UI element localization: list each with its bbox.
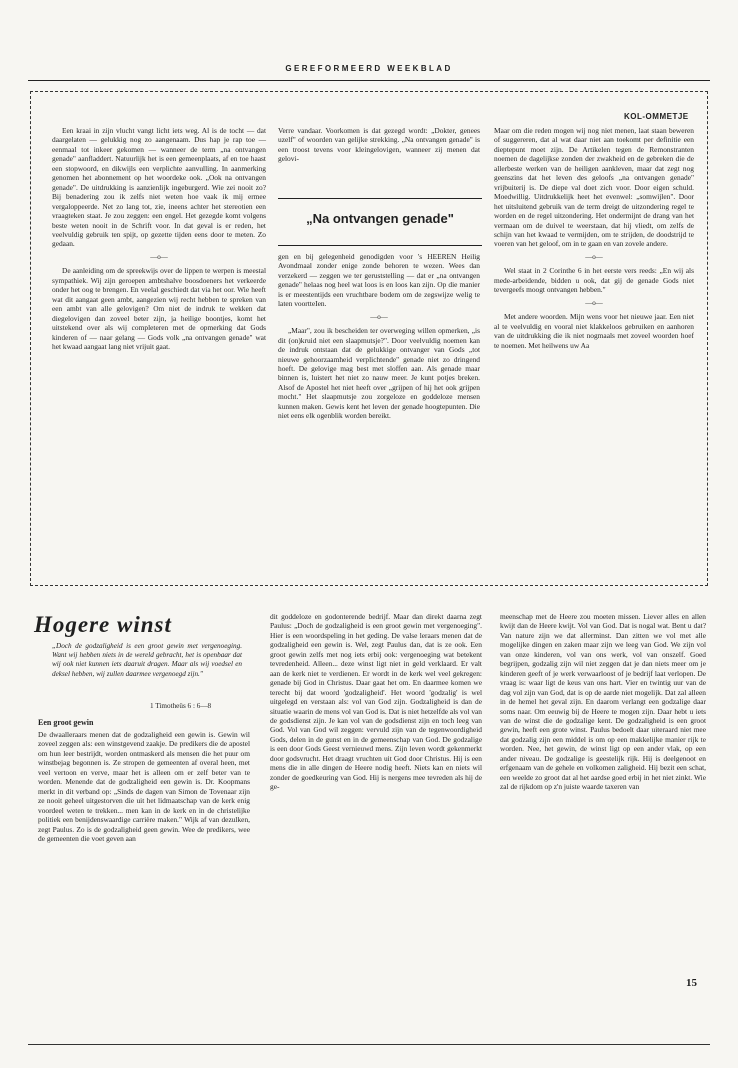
paragraph: gen en bij gelegenheid genodigden voor 's HEEREN Heilig Avondmaal zonder enige zonde behoren te wezen. Wees dan verzekerd — zeggen we ter geruststelling — dat er „na ontvangen genade" helaas nog heel wat loos is en loos kan zijn. Op die manier is er meestentijds een vruchtbare bodem om de zegswijze welig te laten voortteIen. bbox=[278, 252, 480, 309]
paragraph: Met andere woorden. Mijn wens voor het nieuwe jaar. Een niet al te veelvuldig en vooral niet klakkeloos gebruiken en aanhoren van de uitdrukking die ik niet nogmaals met zoveel woorden hoef te noemen. Met heilwens uw Aa bbox=[494, 312, 694, 350]
article-quote-reference: 1 Timotheüs 6 : 6—8 bbox=[150, 702, 212, 710]
article-column-3 bbox=[500, 612, 706, 794]
paragraph: Verre vandaar. Voorkomen is dat gezegd wordt: „Dokter, genees uzelf" of woorden van gelijke strekking. „Na ontvangen genade" is een troost tevens voor kleingelovigen, wanneer zij menen dat gelovi- bbox=[278, 126, 480, 164]
article-subhead: Een groot gewin bbox=[38, 718, 94, 727]
kolommetje-heading-box bbox=[278, 198, 482, 246]
separator: —o— bbox=[585, 298, 603, 307]
paragraph: Wel staat in 2 Corinthe 6 in het eerste vers reeds: „En wij als mede-arbeidende, bidden u ook, dat gij de genade Gods niet tevergeefs moogt ontvangen hebben." bbox=[494, 266, 694, 295]
masthead: GEREFORMEERD WEEKBLAD bbox=[285, 64, 453, 73]
kolommetje-column-2-top bbox=[278, 126, 480, 166]
kolommetje-label: KOL-OMMETJE bbox=[624, 112, 689, 121]
paragraph: meenschap met de Heere zou moeten missen. Liever alles en allen kwijt dan de Heere kwijt. Vol van God. Dat is nogal wat. Bent u dat? Van nature zijn we dat allerminst. Dan zitten we vol met alle mogelijke dingen en zaken maar zijn we leeg van God. We zijn vol van onze kinderen, vol van ons werk, vol van onszelf. Goed begrijpen, godzalig zijn wil niet zeggen dat je dan niets meer om je kinderen geeft of je werk verwaarloost of je bedrijf laat verlopen. De vraag is: waar ligt de keus van ons hart. Vier en twintig uur van de dag vol zijn van God, dat is op de aarde niet mogelijk. Dat zal alleen in de hemel het geval zijn. En daarom verlangt een godzalige daar soms naar. Om eeuwig bij de Heere te mogen zijn. Daar hebt u iets van de winst die de godzalige kent. De godzaligheid is een groot gewin, heeft een grote winst. Paulus bedoelt daar uiteraard niet mee dat godzalig zijn een middel is om op een makkelijke manier rijk te worden. Nee, het gewin, de winst ligt op een ander vlak, op een ander niveau. De godzalige is geestelijk rijk. Hij is deelgenoot en erfgenaam van de gehele en volkomen zaligheid. Hij bezit een schat, een weelde zo groot dat al het aardse goed erbij in het niet zinkt. Wie zal de rijkdom op z'n juiste waarde taxeren van bbox=[500, 612, 706, 792]
article-column-1 bbox=[38, 730, 250, 845]
kolommetje-column-1 bbox=[52, 126, 266, 353]
separator: —o— bbox=[370, 312, 388, 321]
article-quote: „Doch de godzaligheid is een groot gewin met vergenoeging. Want wij hebben niets in de wereld gebracht, het is openbaar dat wij ook niet kunnen iets daaruit dragen. Maar als wij voedsel en deksel hebben, wij zullen daarmee vergenoegd zijn." bbox=[52, 642, 242, 678]
bottom-rule bbox=[28, 1044, 710, 1045]
top-rule bbox=[28, 80, 710, 81]
paragraph: De aanleiding om de spreekwijs over de lippen te werpen is meestal sympathiek. Wij zijn geroepen ambtshalve boosdoeners het verkeerde onder het oog te brengen. En veelal geschiedt dat via het oor. Wie heeft wat dit aangaat geen ambt, aangezien wij recht hebben te spreken van een ambt van alle gelovigen? Om niet de indruk te wekken dat diegelovigen dan zoveel beter zijn, ja heilige boontjes, komt het uitstekend over als wij completeren met de opmerking dat Gods kinderen of — naar gelang — Gods volk „na ontvangen genade" wat het kwaad aangaat lang niet vrijuit gaat. bbox=[52, 266, 266, 351]
kolommetje-column-2-bottom bbox=[278, 252, 480, 423]
paragraph: De dwaalleraars menen dat de godzaligheid een gewin is. Gewin wil zoveel zeggen als: een winstgevend zaakje. De predikers die de apostel om hun leer bestrijdt, worden ontmaskerd als mensen die het puur om winstbejag begonnen is. Ze stropen de gemeenten af overal heen, met veel vertoon en verve, maar het is alleen om er zelf beter van te worden. Menende dat de godzaligheid een gewin is. Dr. Koopmans merkt in dit verband op: „Sinds de dagen van Simon de Tovenaar zijn ze nooit geheel uitgestorven die uit het lidmaatschap van de kerk enig voordeel weten te trekken... men kan in de kerk en in de christelijke politiek een benijdenswaardige carrière maken." Wijk af van dezulken, zegt Paulus. Zo is de godzaligheid geen gewin. Wee de predikers, wee de gemeenten die voet geven aan bbox=[38, 730, 250, 843]
paragraph: dit goddeloze en godonterende bedrijf. Maar dan direkt daarna zegt Paulus: „Doch de godzaligheid is een groot gewin met vergenoeging". Hier is een woordspeling in het geding. De valse leraars menen dat de godzaligheid een gewin is. Wel, zegt Paulus dan, dat is ze ook. Een groot gewin zelfs met nog iets erbij ook: vergenoeging wat betekent tevredenheid. Alleen... deze winst ligt niet in geld verklaard. Er valt aan de kerk niet te verdienen. Er wordt in de kerk wel veel gekregen: genade bij God in Christus. Daar gaat het om. En daarmee komen we terecht bij dat woord 'godzaligheid'. Het woord 'godzalig' is wel uitgelegd en verstaan als: vol van God zijn. Godzaligheid is dan de situatie waarin de mens vol van God is. Dat is niet hetzelfde als vol van de godsdienst zijn. Je kan vol van de godsdienst zijn en toch leeg van God. Vol van God wil zeggen: vervuld zijn van de tegenwoordigheid Gods, delen in de gunst en in de gemeenschap van God. De godzalige is een door Gods Geest vernieuwd mens. Zijn leven wordt gekenmerkt door godsvrucht. Het draagt vruchten uit God door Christus. Hij is een mens die in alle dingen de Heere nodig heeft. Niets kan en niets wil zonder de goedkeuring van God. Hij is nergens mee tevreden als hij de ge- bbox=[270, 612, 482, 792]
article-column-2 bbox=[270, 612, 482, 794]
paragraph: „Maar", zou ik bescheiden ter overweging willen opmerken, „is dit (on)kruid niet een slaapmutsje?". Door veelvuldig noemen kan de indruk ontstaan dat de gelukkige ontvanger van Gods „tot nieuwe gehoorzaamheid verplichtende" genade niet zo dringend hoeft. De gelovige mag best met sloffen aan. Als genade maar binnen is, luistert het niet zo nauw meer. Je kunt potjes breken. Alsof de Apostel het niet heeft over „grijpen of hij het ook grijpen mocht." Het slaapmutsje zou zorgeloze en goddeloze mensen kunnen maken. Gewis kent het leven der genade hoogtepunten. Die niet eens elk ogenblik worden bereikt. bbox=[278, 326, 480, 421]
kolommetje-heading: „Na ontvangen genade" bbox=[306, 211, 454, 226]
separator: —o— bbox=[150, 252, 168, 261]
article-title: Hogere winst bbox=[34, 612, 172, 637]
separator: —o— bbox=[585, 252, 603, 261]
paragraph: Een kraai in zijn vlucht vangt licht iets weg. Al is de tocht — dat daargelaten — gelukkig nog zo aangenaam. Dus hap je rap toe — eenmaal tot inkeer gekomen — wanneer de term „na ontvangen genade" aanfladdert. Natuurlijk het is een gemeenplaats, af en toe haast een stopwoord, en dikwijls een verplichte aanvulling. In aanmerking genomen het abonnement op het woordeke ook. „Ook na ontvangen genade". De uitdrukking is aanzienlijk ingeburgerd. Wie zei nooit zo? Bij benadering zou ik zelfs niet weten hoe vaak ik mij ermee vergaloppeerde. Net zo lang tot, zie, ineens achter het stereotien een vraagteken staat. Je zou zeggen: een engel. Het gezegde komt volgens beste weten nooit in de Schrift voor. In dat geval is er reden, het veelvuldig gebruik ten spijt, op gezette tijden eens door te meten. Zo gedaan. bbox=[52, 126, 266, 249]
paragraph: Maar om die reden mogen wij nog niet menen, laat staan beweren of suggereren, dat al wat daar niet aan toekomt per definitie een dieptepunt moet zijn. De Artikelen tegen de Remonstranten noemen de dagelijkse zonden der zwakheid en de gebreken die de allerbeste werken van de heiligen aankleven, maar dat zegt nog geenszins dat het leven des geloofs „na ontvangen genade" vrijbuiterij is. De diepe val doet zich voor. Door eigen schuld. Moedwillig. Uitdrukkelijk heet het evenwel: „somwijlen". Door het uitsluitend gebruik van de term dreigt de uitzondering regel te worden en de regel uitzondering. Het ondermijnt de drang van het vermaan om de duivel te weerstaan, dat hij vliedt, om zelfs de schijn van het kwaad te vermijden, om te strijden, de doodstrijd te voeren van het geloof, om in te gaan en van zovele andere. bbox=[494, 126, 694, 249]
kolommetje-column-3 bbox=[494, 126, 694, 352]
page-number: 15 bbox=[686, 977, 697, 989]
